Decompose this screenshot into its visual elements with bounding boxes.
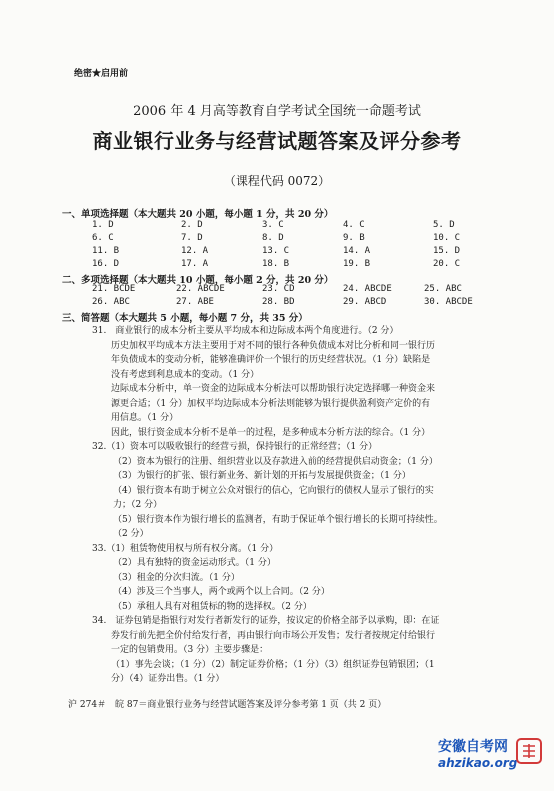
answer-item: 12. A [181, 246, 209, 256]
answer-item: 15. D [433, 246, 461, 256]
logo-text-cn: 安徽自考网 [438, 739, 508, 755]
section2-heading: 二、多项选择题（本大题共 10 小题，每小题 2 分，共 20 分） [62, 275, 334, 286]
answer-item: 18. B [262, 259, 290, 269]
answer-line: 没有考虑到利息成本的变动。（1 分） [111, 369, 260, 380]
answer-line: （3）为银行的扩张、银行新业务、新计划的开拓与发展提供资金；（1 分） [113, 471, 411, 481]
answer-line: （2）资本为银行的注册、组织营业以及存款进入前的经营提供启动资金；（1 分） [113, 456, 438, 467]
answer-item: 20. C [433, 259, 461, 269]
answer-line: （3）租金的分次归流。（1 分） [113, 572, 240, 583]
answer-line: （2 分） [113, 529, 149, 539]
seal-icon [514, 736, 544, 766]
course-code: （课程代码 0072） [223, 174, 331, 188]
answer-item: 28. BD [262, 297, 295, 307]
answer-item: 10. C [433, 233, 461, 243]
answer-line: （4）涉及三个当事人，两个或两个以上合同。（2 分） [113, 587, 330, 597]
answer-line: 因此，银行资金成本分析不是单一的过程，是多种成本分析方法的综合。（1 分） [111, 427, 431, 438]
section3-heading: 三、简答题（本大题共 5 小题，每小题 7 分，共 35 分） [62, 313, 308, 324]
answer-item: 23. CD [262, 284, 295, 294]
answer-item: 26. ABC [92, 297, 130, 307]
answer-item: 19. B [343, 259, 371, 269]
answer-line: 一定的包销费用。（3 分）主要步骤是： [111, 645, 269, 655]
answer-item: 8. D [262, 233, 284, 243]
answer-line: 源更合适；（1 分）加权平均边际成本分析法则能够为银行提供盈利资产定价的有 [111, 398, 431, 409]
answer-line: 34. 证券包销是指银行对发行者新发行的证券，按议定的价格全部予以承购，即：在证 [92, 616, 440, 626]
answer-item: 2. D [181, 220, 203, 230]
answer-item: 1. D [92, 220, 114, 230]
answer-line: 32.（1）资本可以吸收银行的经营亏损，保持银行的正常经营；（1 分） [92, 442, 378, 452]
answer-line: 历史加权平均成本方法主要用于对不同的银行各种负债成本对比分析和同一银行历 [111, 340, 436, 351]
page-title: 商业银行业务与经营试题答案及评分参考 [92, 129, 462, 153]
answer-line: （4）银行资本有助于树立公众对银行的信心，它向银行的债权人显示了银行的实 [113, 485, 434, 496]
answer-item: 6. C [92, 233, 114, 243]
answer-item: 21. BCDE [92, 284, 136, 294]
answer-item: 9. B [343, 233, 365, 243]
answer-line: （5）银行资本作为银行增长的监测者，有助于保证单个银行增长的长期可持续性。 [113, 514, 443, 525]
answer-line: 33.（1）租赁物使用权与所有权分离。（1 分） [92, 543, 279, 554]
answer-item: 27. ABE [176, 297, 214, 307]
answer-item: 5. D [433, 220, 455, 230]
logo-text-en: ahzikao.org [438, 756, 518, 770]
answer-item: 7. D [181, 233, 203, 243]
answer-line: （5）承租人具有对租赁标的物的选择权。（2 分） [113, 601, 312, 612]
page-footer: 沪 274＃ 皖 87＝商业银行业务与经营试题答案及评分参考第 1 页（共 2 页） [68, 700, 387, 710]
answer-line: （2）具有独特的资金运动形式。（1 分） [113, 558, 276, 568]
answer-line: 年负债成本的变动分析，能够准确评价一个银行的历史经营状况。（1 分）缺陷是 [111, 355, 431, 365]
answer-item: 11. B [92, 246, 120, 256]
site-logo [438, 736, 550, 784]
answer-line: 边际成本分析中，单一资金的边际成本分析法可以帮助银行决定选择哪一种资金来 [111, 384, 436, 394]
answer-item: 4. C [343, 220, 365, 230]
answer-item: 25. ABC [424, 284, 462, 294]
answer-line: 力；（2 分） [113, 500, 163, 510]
answer-item: 22. ABCDE [176, 284, 225, 294]
answer-item: 3. C [262, 220, 284, 230]
answer-item: 24. ABCDE [343, 284, 392, 294]
exam-line: 2006 年 4 月高等教育自学考试全国统一命题考试 [133, 104, 421, 119]
secret-label: 绝密★启用前 [74, 69, 129, 79]
answer-item: 30. ABCDE [424, 297, 473, 307]
answer-item: 13. C [262, 246, 290, 256]
answer-item: 14. A [343, 246, 371, 256]
answer-line: 31. 商业银行的成本分析主要从平均成本和边际成本两个角度进行。（2 分） [92, 326, 399, 336]
answer-line: 分）（4）证券出售。（1 分） [111, 674, 225, 684]
answer-item: 17. A [181, 259, 209, 269]
section1-heading: 一、单项选择题（本大题共 20 小题，每小题 1 分，共 20 分） [62, 209, 334, 220]
answer-item: 16. D [92, 259, 120, 269]
answer-line: （1）事先会谈；（1 分）（2）制定证券价格；（1 分）（3）组织证券包销银团；（1 [111, 659, 435, 670]
answer-item: 29. ABCD [343, 297, 387, 307]
answer-line: 用信息。（1 分） [111, 413, 179, 423]
answer-line: 券发行前先把全价付给发行者，再由银行向市场公开发售；发行者按规定付给银行 [111, 630, 436, 641]
